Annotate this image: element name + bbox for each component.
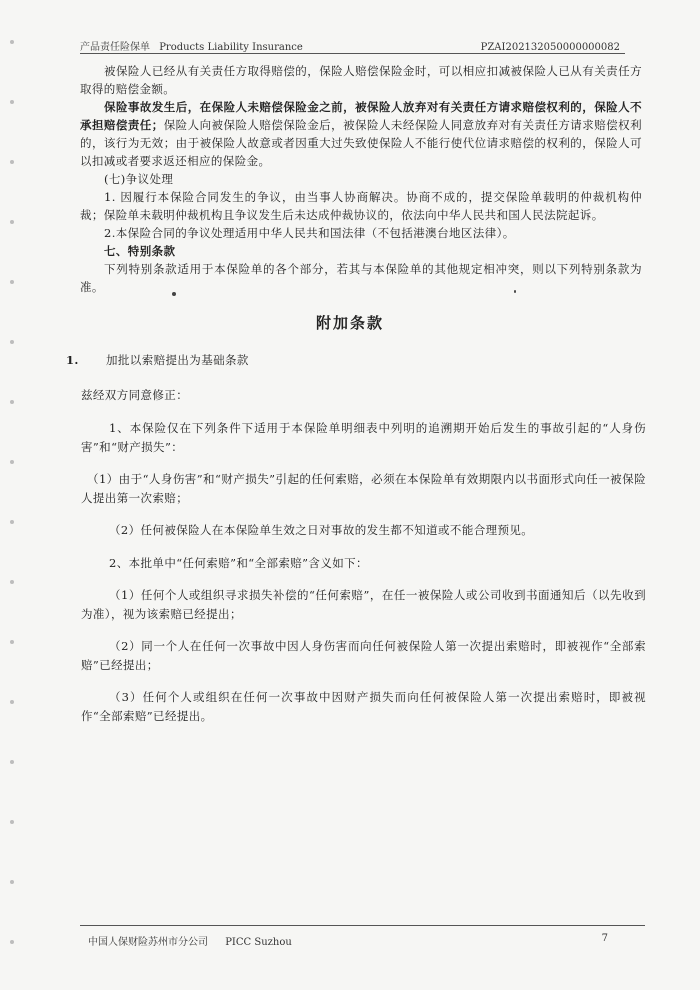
page-number: 7 bbox=[601, 933, 608, 944]
company-name-cn: 中国人保财险苏州市分公司 bbox=[88, 937, 208, 948]
rider-name: 加批以索赔提出为基础条款 bbox=[106, 353, 249, 367]
rider-intro: 兹经双方同意修正： bbox=[81, 388, 189, 402]
rider-clause-2: 2、本批单中“任何索赔”和“全部索赔”含义如下： bbox=[109, 556, 368, 570]
rider-clause-1: 1、本保险仅在下列条件下适用于本保险单明细表中列明的追溯期开始后发生的事故引起的“人身伤害”和“财产损失”： bbox=[81, 421, 646, 454]
rider-heading bbox=[66, 352, 646, 368]
bold-clause: 保险事故发生后，在保险人未赔偿保险金之前，被保险人放弃对有关责任方请求赔偿权利的，保险人不承担赔偿责任； bbox=[80, 100, 642, 132]
section-heading: 七、特别条款 bbox=[104, 244, 176, 258]
paragraph: 1. 因履行本保险合同发生的争议，由当事人协商解决。协商不成的，提交保险单载明的仲裁机构仲裁；保险单未载明仲裁机构且争议发生后未达成仲裁协议的，依法向中华人民共和国人民法院起诉。 bbox=[80, 190, 642, 222]
rider-clause bbox=[66, 352, 646, 726]
policy-number: PZAI202132050000000082 bbox=[480, 42, 620, 53]
doc-type-en: Products Liability Insurance bbox=[159, 42, 303, 53]
header-divider bbox=[80, 53, 625, 54]
rider-item: （2）同一个人在任何一次事故中因人身伤害而向任何被保险人第一次提出索赔时，即被视作“全部索赔”已经提出； bbox=[81, 639, 646, 672]
rider-number: 1. bbox=[66, 353, 79, 367]
rider-item: （2）任何被保险人在本保险单生效之日对事故的发生都不知道或不能合理预见。 bbox=[109, 523, 534, 537]
page-header bbox=[80, 38, 620, 53]
paragraph: 下列特别条款适用于本保险单的各个部分，若其与本保险单的其他规定相冲突，则以下列特别条款为准。 bbox=[80, 262, 642, 294]
rider-item: （1）任何个人或组织寻求损失补偿的“任何索赔”，在任一被保险人或公司收到书面通知后（以先收到为准），视为该索赔已经提出； bbox=[81, 588, 646, 621]
paragraph: 2.本保险合同的争议处理适用中华人民共和国法律（不包括港澳台地区法律）。 bbox=[104, 226, 515, 240]
company-name-en: PICC Suzhou bbox=[225, 937, 292, 948]
rider-section-title: 附加条款 bbox=[315, 314, 384, 332]
rider-item: （3）任何个人或组织在任何一次事故中因财产损失而向任何被保险人第一次提出索赔时，即被视作“全部索赔”已经提出。 bbox=[81, 690, 646, 723]
paragraph bbox=[80, 98, 642, 170]
subsection-heading: (七)争议处理 bbox=[104, 172, 174, 186]
paragraph: 被保险人已经从有关责任方取得赔偿的，保险人赔偿保险金时，可以相应扣减被保险人已从有关责任方取得的赔偿金额。 bbox=[80, 64, 642, 96]
doc-type-cn: 产品责任险保单 bbox=[80, 42, 150, 53]
policy-conditions bbox=[80, 62, 642, 296]
clause-text: 保险人向被保险人赔偿保险金后，被保险人未经保险人同意放弃对有关责任方请求赔偿权利的，该行为无效；由于被保险人故意或者因重大过失致使保险人不能行使代位请求赔偿的权利的，保险人可以扣减或者要求返还相应的保险金。 bbox=[80, 118, 642, 168]
page-footer bbox=[88, 933, 608, 948]
rider-item: （1）由于“人身伤害”和“财产损失”引起的任何索赔，必须在本保险单有效期限内以书面形式向任一被保险人提出第一次索赔； bbox=[81, 472, 646, 505]
footer-divider bbox=[80, 925, 645, 926]
